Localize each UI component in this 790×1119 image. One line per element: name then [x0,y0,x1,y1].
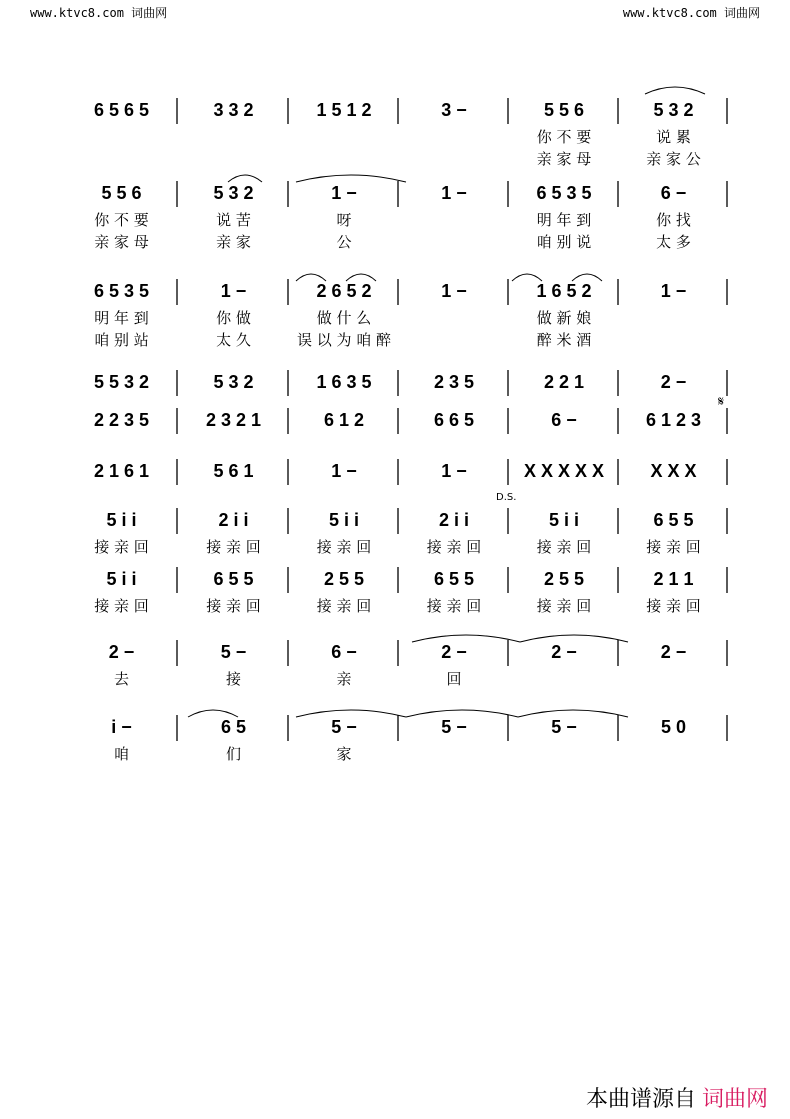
lyric-text: 接 亲 回 [316,538,372,556]
measure-notes: 2 − [551,642,577,662]
measure-notes: 5 3 2 [213,183,254,203]
lyric-text: 接 亲 回 [536,538,592,556]
measure-notes: 5 − [441,717,467,737]
slur-arc [296,274,326,281]
slur-arc [412,635,520,642]
slur-arc [228,175,262,182]
lyric-text: 接 亲 回 [426,597,482,615]
measure-notes: 5 i i [548,510,580,530]
lyric-text: 你 找 [656,211,691,229]
measure-notes: 2 5 5 [543,569,585,589]
lyric-text: 咱 别 说 [536,233,592,251]
measure-notes: 1 6 5 2 [536,281,592,301]
measure-notes: 3 3 2 [213,100,254,120]
lyric-text: 接 亲 回 [316,597,372,615]
header-left-watermark: www.ktvc8.com 词曲网 [30,6,168,20]
measure-notes: 6 1 2 [323,410,365,430]
measure-notes: 2 i i [438,510,470,530]
lyric-text: 误 以 为 咱 醉 [296,331,392,349]
slur-arc [406,710,518,717]
lyric-text: 接 亲 回 [94,597,149,615]
lyric-text: 接 亲 回 [206,538,261,556]
header-right-watermark: www.ktvc8.com 词曲网 [622,6,760,20]
lyric-text: 接 [225,670,242,688]
measure-notes: 2 3 5 [433,372,475,392]
lyric-text: 回 [446,670,462,688]
measure-notes: X X X [650,461,697,481]
measure-notes: 6 − [331,642,357,662]
measure-notes: 2 1 6 1 [93,461,150,481]
lyric-text: 亲 家 公 [646,150,701,168]
lyric-text: 说 累 [656,128,691,146]
slur-arc [346,274,376,281]
measure-notes: 2 6 5 2 [316,281,372,301]
slur-arc [520,635,628,642]
ds-mark: D.S. [496,492,517,503]
lyric-text: 去 [113,670,130,688]
lyric-text: 呀 [336,211,352,229]
measure-notes: 2 − [660,372,687,392]
slur-arc [512,274,542,281]
measure-notes: 5 i i [106,569,137,589]
lyric-text: 醉 米 酒 [536,331,592,349]
measure-notes: 6 5 3 5 [536,183,592,203]
lyric-text: 亲 家 母 [94,233,149,251]
measure-notes: 6 − [660,183,687,203]
lyric-text: 亲 [336,670,352,688]
lyric-text: 家 [336,745,352,763]
measure-notes: 5 − [220,642,247,662]
measure-notes: 1 − [331,183,357,203]
lyric-text: 说 苦 [216,211,251,229]
slur-arc [645,87,705,94]
lyric-text: 太 久 [216,331,251,349]
footer-source-label: 本曲谱源自 [585,1087,696,1112]
lyric-text: 公 [336,233,352,251]
measure-notes: 6 5 5 [653,510,694,530]
measure-notes: 2 2 3 5 [93,410,150,430]
measure-notes: i − [111,717,132,737]
lyric-text: 接 亲 回 [206,597,261,615]
lyric-text: 你 做 [216,309,251,327]
measure-notes: 5 i i [328,510,360,530]
measure-notes: 1 − [220,281,247,301]
lyric-text: 太 多 [656,233,691,251]
lyric-text: 明 年 到 [536,211,592,229]
measure-notes: 6 5 3 5 [93,281,150,301]
measure-notes: 1 5 1 2 [316,100,372,120]
slur-arc [296,710,406,717]
lyric-text: 接 亲 回 [536,597,592,615]
measure-notes: 5 5 3 2 [93,372,150,392]
measure-notes: 2 3 2 1 [205,410,262,430]
lyric-text: 咱 别 站 [94,331,149,349]
measure-notes: 1 − [660,281,687,301]
measure-notes: X X X X X [523,461,605,481]
measure-notes: 2 2 1 [543,372,585,392]
measure-notes: 5 − [331,717,357,737]
slur-arc [188,710,238,717]
slur-arc [572,274,602,281]
lyric-text: 亲 家 [216,233,251,251]
measure-notes: 2 − [660,642,687,662]
measure-notes: 2 1 1 [653,569,694,589]
measure-notes: 5 3 2 [213,372,254,392]
measure-notes: 6 5 6 5 [93,100,150,120]
measure-notes: 6 6 5 [433,410,475,430]
measure-notes: 6 1 2 3 [645,410,702,430]
lyric-text: 做 新 娘 [536,309,592,327]
lyric-text: 咱 [113,745,130,763]
lyric-text: 做 什 么 [316,309,372,327]
lyric-text: 接 亲 回 [94,538,149,556]
measure-notes: 2 5 5 [323,569,365,589]
measure-notes: 3 − [441,100,467,120]
measure-notes: 1 − [441,461,467,481]
measure-notes: 1 − [331,461,357,481]
measure-notes: 5 6 1 [213,461,254,481]
segno-mark: 𝄋 [718,394,725,410]
footer-site-name[interactable]: 词曲网 [701,1087,768,1112]
lyric-text: 你 不 要 [94,211,149,229]
lyric-text: 们 [225,745,242,763]
measure-notes: 5 0 [660,717,687,737]
measure-notes: 5 5 6 [101,183,142,203]
lyric-text: 明 年 到 [94,309,149,327]
measure-notes: 1 6 3 5 [316,372,372,392]
lyric-text: 你 不 要 [536,128,592,146]
measure-notes: 2 i i [218,510,249,530]
measure-notes: 1 − [441,281,467,301]
slur-arc [518,710,628,717]
lyric-text: 接 亲 回 [646,538,701,556]
measure-notes: 1 − [441,183,467,203]
measure-notes: 6 5 5 [213,569,254,589]
measure-notes: 5 3 2 [653,100,694,120]
measure-notes: 6 5 5 [433,569,475,589]
measure-notes: 2 − [108,642,135,662]
measure-notes: 5 − [551,717,577,737]
footer-credit [586,1082,768,1113]
lyric-text: 亲 家 母 [536,150,592,168]
measure-notes: 6 5 [220,717,247,737]
measure-notes: 6 − [551,410,577,430]
measure-notes: 5 5 6 [543,100,585,120]
measure-notes: 5 i i [106,510,137,530]
slur-arc [296,175,406,182]
lyric-text: 接 亲 回 [426,538,482,556]
lyric-text: 接 亲 回 [646,597,701,615]
notes-layer [94,87,727,763]
measure-notes: 2 − [441,642,467,662]
